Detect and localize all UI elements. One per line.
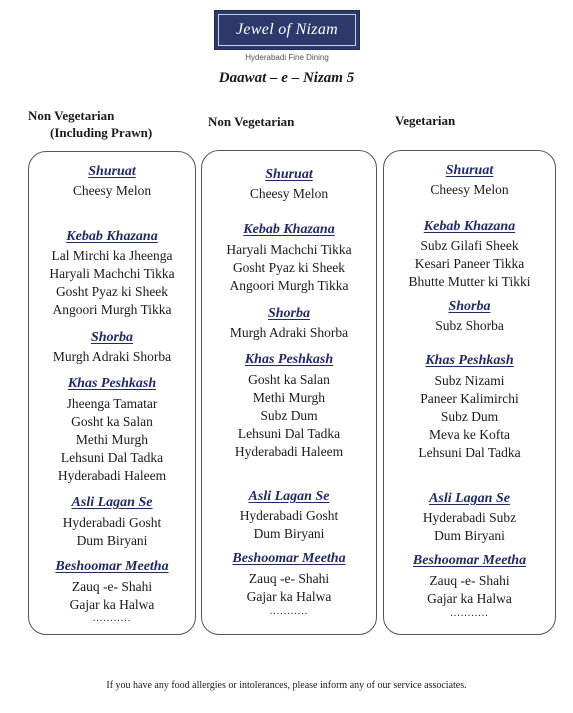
logo-tagline: Hyderabadi Fine Dining xyxy=(245,53,329,62)
menu-item: Angoori Murgh Tikka xyxy=(52,302,172,317)
section-title-beshoomar-meetha: Beshoomar Meetha xyxy=(55,559,169,574)
menu-item: Dum Biryani xyxy=(253,526,325,541)
menu-item: Hyderabadi Gosht xyxy=(239,508,339,523)
ellipsis-dots: ........... xyxy=(92,613,132,624)
section-title-shuruat: Shuruat xyxy=(265,167,313,182)
menu-item: Paneer Kalimirchi xyxy=(420,391,519,406)
allergy-notice: If you have any food allergies or intolerances, please inform any of our service associates. xyxy=(106,680,467,691)
menu-item: Gajar ka Halwa xyxy=(246,589,332,604)
section-title-asli-lagan-se: Asli Lagan Se xyxy=(429,491,510,506)
section-title-asli-lagan-se: Asli Lagan Se xyxy=(248,489,330,504)
section-title-shorba: Shorba xyxy=(267,306,311,321)
menu-item: Cheesy Melon xyxy=(249,186,329,201)
section-title-kebab-khazana: Kebab Khazana xyxy=(243,222,335,237)
menu-item: Cheesy Melon xyxy=(72,183,152,198)
menu-title: Daawat – e – Nizam 5 xyxy=(218,70,355,86)
menu-item: Lehsuni Dal Tadka xyxy=(60,450,164,465)
menu-item: Subz Dum xyxy=(440,409,499,424)
menu-item: Lehsuni Dal Tadka xyxy=(418,445,521,460)
column-subheading-including-prawn: (Including Prawn) xyxy=(50,125,153,140)
column-heading-non-veg-prawn: Non Vegetarian xyxy=(28,108,115,123)
menu-item: Methi Murgh xyxy=(75,432,149,447)
menu-item: Murgh Adraki Shorba xyxy=(52,349,172,364)
menu-item: Subz Gilafi Sheek xyxy=(420,238,519,253)
section-title-shuruat: Shuruat xyxy=(88,164,136,179)
menu-item: Gajar ka Halwa xyxy=(69,597,155,612)
section-title-kebab-khazana: Kebab Khazana xyxy=(66,229,158,244)
menu-item: Gajar ka Halwa xyxy=(427,591,512,606)
menu-item: Methi Murgh xyxy=(252,390,326,405)
ellipsis-dots: ........... xyxy=(269,606,309,617)
menu-item: Meva ke Kofta xyxy=(429,427,510,442)
ellipsis-dots: ........... xyxy=(450,608,489,619)
section-title-asli-lagan-se: Asli Lagan Se xyxy=(71,495,153,510)
menu-item: Haryali Machchi Tikka xyxy=(49,266,175,281)
menu-item: Zauq -e- Shahi xyxy=(71,579,153,594)
logo-text: Jewel of Nizam xyxy=(218,14,356,46)
menu-item: Hyderabadi Subz xyxy=(422,510,517,525)
menu-item: Lal Mirchi ka Jheenga xyxy=(51,248,173,263)
menu-item: Gosht ka Salan xyxy=(248,372,330,387)
section-title-khas-peshkash: Khas Peshkash xyxy=(244,352,334,367)
menu-item: Angoori Murgh Tikka xyxy=(229,278,349,293)
section-title-kebab-khazana: Kebab Khazana xyxy=(423,219,516,234)
section-title-khas-peshkash: Khas Peshkash xyxy=(425,353,514,368)
menu-item: Gosht Pyaz ki Sheek xyxy=(55,284,169,299)
menu-item: Dum Biryani xyxy=(76,533,148,548)
menu-item: Kesari Paneer Tikka xyxy=(414,256,525,271)
menu-item: Gosht Pyaz ki Sheek xyxy=(232,260,346,275)
menu-item: Hyderabadi Gosht xyxy=(62,515,162,530)
menu-item: Zauq -e- Shahi xyxy=(248,571,330,586)
section-title-khas-peshkash: Khas Peshkash xyxy=(67,376,157,391)
menu-item: Gosht ka Salan xyxy=(71,414,153,429)
restaurant-logo xyxy=(214,10,360,50)
menu-item: Haryali Machchi Tikka xyxy=(226,242,352,257)
menu-item: Subz Shorba xyxy=(435,318,504,333)
menu-item: Bhutte Mutter ki Tikki xyxy=(408,274,531,289)
menu-item: Lehsuni Dal Tadka xyxy=(237,426,341,441)
section-title-shorba: Shorba xyxy=(90,330,134,345)
section-title-shorba: Shorba xyxy=(448,299,491,314)
menu-item: Cheesy Melon xyxy=(430,182,509,197)
menu-item: Murgh Adraki Shorba xyxy=(229,325,349,340)
menu-item: Hyderabadi Haleem xyxy=(234,444,344,459)
column-heading-veg: Vegetarian xyxy=(395,113,456,128)
menu-item: Zauq -e- Shahi xyxy=(429,573,510,588)
section-title-beshoomar-meetha: Beshoomar Meetha xyxy=(232,551,346,566)
menu-item: Jheenga Tamatar xyxy=(66,396,158,411)
menu-item: Dum Biryani xyxy=(434,528,505,543)
menu-item: Subz Dum xyxy=(260,408,318,423)
section-title-beshoomar-meetha: Beshoomar Meetha xyxy=(412,553,527,568)
menu-item: Subz Nizami xyxy=(434,373,505,388)
menu-item: Hyderabadi Haleem xyxy=(57,468,167,483)
section-title-shuruat: Shuruat xyxy=(445,163,494,178)
column-heading-non-veg: Non Vegetarian xyxy=(208,114,295,129)
